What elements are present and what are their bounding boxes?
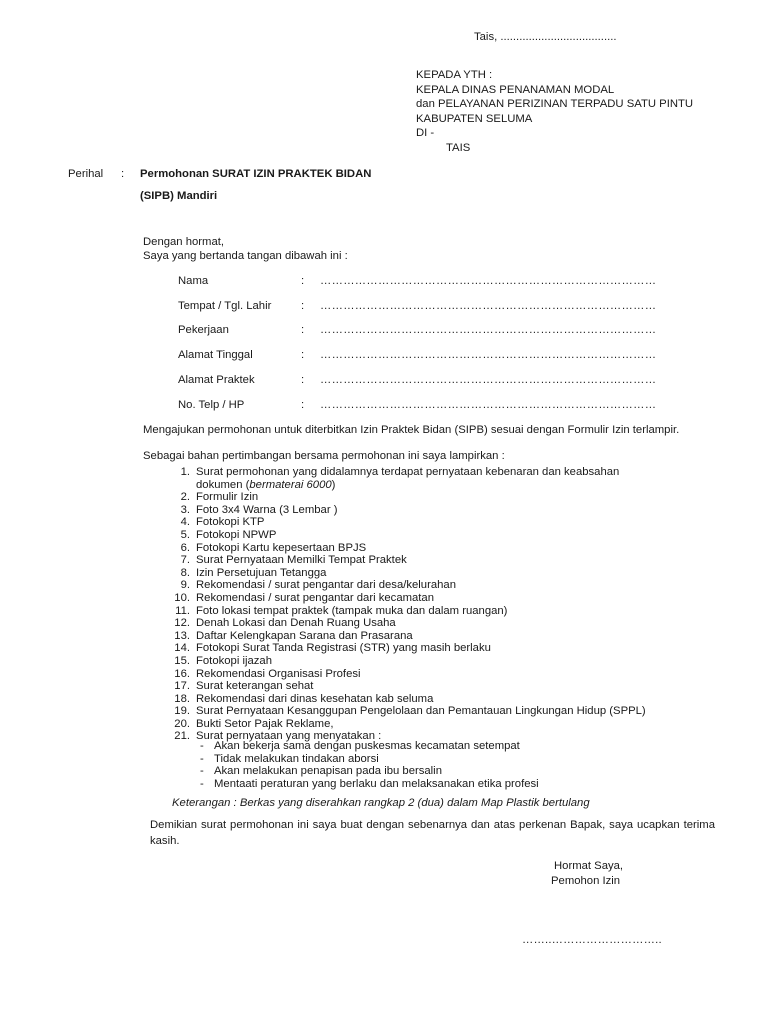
list-number: 20.: [174, 717, 190, 730]
list-text: Surat Pernyataan Kesanggupan Pengelolaan dan Pemantauan Lingkungan Hidup (SPPL): [196, 705, 646, 718]
recipient-block: [416, 68, 693, 155]
list-text: Rekomendasi dari dinas kesehatan kab seluma: [196, 692, 434, 705]
list-text: Formulir Izin: [196, 491, 259, 504]
subject-title-continued: (SIPB) Mandiri: [140, 190, 218, 202]
list-text: Surat permohonan yang didalamnya terdapat pernyataan kebenaran dan keabsahan dokumen (bermaterai 6000): [196, 466, 620, 491]
field-label: Alamat Tinggal: [178, 349, 253, 361]
list-number: 1.: [180, 466, 190, 478]
statement-text: Mentaati peraturan yang berlaku dan melaksanakan etika profesi: [214, 777, 539, 790]
list-text: Surat Pernyataan Memilki Tempat Praktek: [196, 554, 407, 567]
signature-line: ……..………………………..: [522, 934, 662, 946]
recipient-line: TAIS: [446, 141, 471, 154]
list-number: 12.: [174, 617, 190, 630]
recipient-line: dan PELAYANAN PERIZINAN TERPADU SATU PINTU: [416, 98, 694, 110]
list-number: 4.: [180, 516, 190, 529]
list-text: Fotokopi Surat Tanda Registrasi (STR) yang masih berlaku: [196, 642, 491, 655]
list-text: Denah Lokasi dan Denah Ruang Usaha: [196, 617, 396, 630]
recipient-line: KEPADA YTH :: [416, 69, 493, 81]
list-text: Foto 3x4 Warna (3 Lembar ): [196, 503, 338, 516]
subject-colon: :: [121, 168, 125, 180]
intro-text: Saya yang bertanda tangan dibawah ini :: [143, 250, 348, 262]
field-blank: ……………………………………………………………………………: [320, 300, 657, 312]
field-blank: ……………………………………………………………………………: [320, 349, 657, 361]
list-number: 7.: [180, 554, 190, 567]
list-number: 13.: [174, 629, 190, 642]
list-number: 2.: [180, 491, 190, 504]
field-label: Tempat / Tgl. Lahir: [178, 300, 272, 312]
statement-dash: -: [200, 740, 204, 752]
list-text: Foto lokasi tempat praktek (tampak muka dan dalam ruangan): [196, 604, 508, 617]
field-label: Nama: [178, 275, 209, 287]
statement-text: Tidak melakukan tindakan aborsi: [214, 752, 379, 765]
list-number: 8.: [180, 566, 190, 579]
list-text: Rekomendasi / surat pengantar dari kecamatan: [196, 591, 434, 604]
recipient-line: DI -: [416, 127, 435, 139]
list-number: 5.: [180, 528, 190, 541]
list-text: Bukti Setor Pajak Reklame,: [196, 717, 334, 730]
statement-text: Akan melakukan penapisan pada ibu bersalin: [214, 765, 442, 778]
field-colon: :: [301, 300, 305, 312]
list-text: Rekomendasi Organisasi Profesi: [196, 667, 361, 680]
greeting: Dengan hormat,: [143, 236, 225, 248]
statement-text: Akan bekerja sama dengan puskesmas kecamatan setempat: [214, 740, 520, 752]
list-number: 15.: [174, 654, 190, 667]
field-colon: :: [301, 399, 305, 411]
signature-greeting: Hormat Saya,: [554, 860, 624, 872]
list-number: 16.: [174, 667, 190, 680]
list-text: Daftar Kelengkapan Sarana dan Prasarana: [196, 629, 413, 642]
subject-label: Perihal: [68, 168, 104, 180]
field-label: Pekerjaan: [178, 324, 229, 336]
list-number: 11.: [175, 604, 190, 617]
recipient-line: KEPALA DINAS PENANAMAN MODAL: [416, 83, 615, 96]
signature-role: Pemohon Izin: [551, 875, 621, 887]
list-number: 3.: [180, 503, 190, 516]
list-number: 6.: [180, 541, 190, 554]
list-text: Izin Persetujuan Tetangga: [196, 566, 327, 579]
note-text: Keterangan : Berkas yang diserahkan rangkap 2 (dua) dalam Map Plastik bertulang: [172, 797, 590, 809]
field-colon: :: [301, 275, 305, 287]
closing-paragraph: Demikian surat permohonan ini saya buat dengan sebenarnya dan atas perkenan Bapak, saya ucapkan terima kasih.: [150, 819, 715, 847]
field-blank: ……………………………………………………………………………: [320, 324, 657, 336]
list-number: 9.: [180, 579, 190, 592]
field-colon: :: [301, 349, 305, 361]
field-label: Alamat Praktek: [178, 374, 255, 386]
list-number: 18.: [174, 692, 190, 705]
list-text: Fotokopi ijazah: [196, 654, 272, 667]
list-number: 19.: [174, 705, 190, 718]
field-colon: :: [301, 324, 305, 336]
list-number: 21.: [174, 730, 190, 743]
statement-dash: -: [200, 777, 204, 790]
field-blank: ……………………………………………………………………………: [320, 275, 657, 287]
field-label: No. Telp / HP: [178, 399, 245, 411]
submit-paragraph: Mengajukan permohonan untuk diterbitkan Izin Praktek Bidan (SIPB) sesuai dengan Formulir Izin terlampir.: [143, 424, 680, 436]
attachments-intro: Sebagai bahan pertimbangan bersama permohonan ini saya lampirkan :: [143, 450, 505, 462]
list-number: 14.: [174, 642, 190, 655]
list-text: Fotokopi KTP: [196, 516, 265, 529]
list-text: Rekomendasi / surat pengantar dari desa/kelurahan: [196, 579, 456, 592]
list-text: Surat keterangan sehat: [196, 680, 314, 693]
subject-title: Permohonan SURAT IZIN PRAKTEK BIDAN: [140, 168, 372, 180]
list-text: Surat pernyataan yang menyatakan :: [196, 730, 382, 743]
list-text: Fotokopi NPWP: [196, 528, 277, 541]
field-colon: :: [301, 374, 305, 386]
list-number: 17.: [174, 680, 190, 693]
statement-dash: -: [200, 752, 204, 765]
field-blank: ……………………………………………………………………………: [320, 374, 657, 386]
list-number: 10.: [174, 591, 190, 604]
place-date: Tais, .....................................: [474, 31, 617, 43]
field-blank: ……………………………………………………………………………: [320, 399, 657, 411]
list-text: Fotokopi Kartu kepesertaan BPJS: [196, 541, 367, 554]
recipient-line: KABUPATEN SELUMA: [416, 112, 533, 125]
statement-dash: -: [200, 765, 204, 778]
